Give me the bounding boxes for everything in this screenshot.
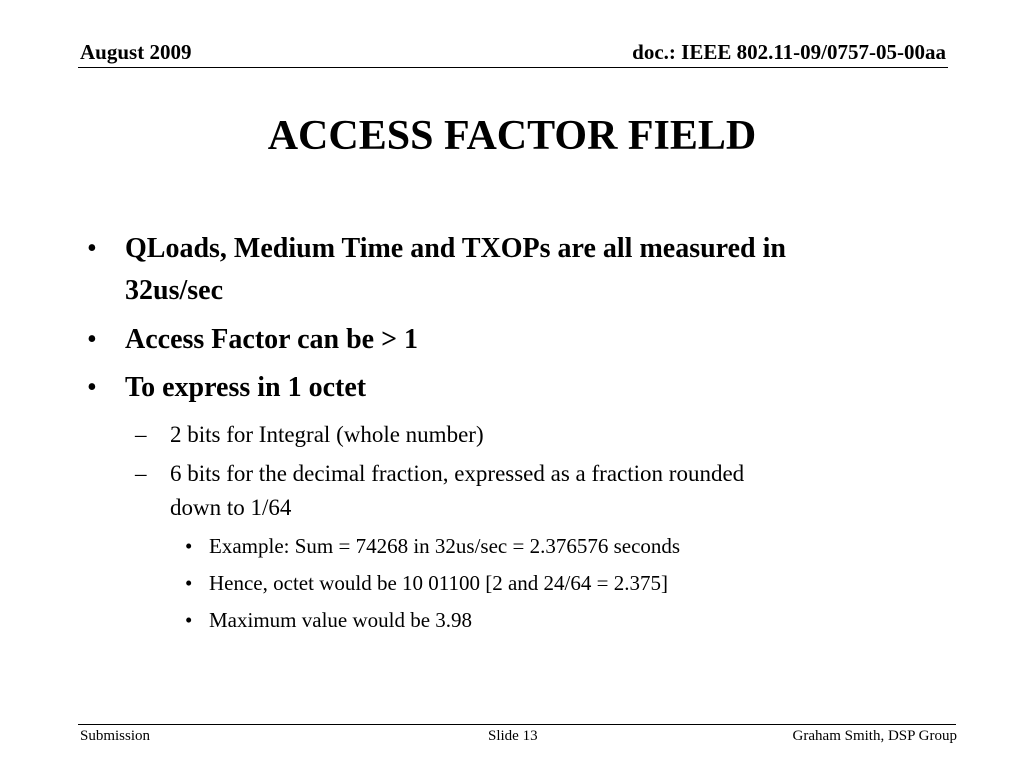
sub-sub-bullet-text: Hence, octet would be 10 01100 [2 and 24/64 = 2.375]: [209, 571, 668, 595]
bullet-item: [87, 228, 786, 270]
sub-sub-bullet-item: [185, 604, 473, 636]
slide-title: ACCESS FACTOR FIELD: [267, 113, 757, 159]
bullet-continuation: [125, 270, 223, 312]
sub-bullet-text: 6 bits for the decimal fraction, expressed as a fraction rounded: [170, 461, 745, 486]
sub-sub-bullet-item: [185, 567, 668, 599]
sub-bullet-text: 2 bits for Integral (whole number): [170, 422, 484, 447]
sub-bullet-text: down to 1/64: [170, 495, 292, 520]
bullet-marker: •: [185, 608, 193, 632]
sub-sub-bullet-text: Example: Sum = 74268 in 32us/sec = 2.376576 seconds: [209, 534, 681, 558]
bullet-marker: •: [87, 372, 97, 403]
bullet-text: 32us/sec: [125, 275, 223, 306]
bullet-item: [87, 367, 367, 409]
footer-author: Graham Smith, DSP Group: [792, 728, 957, 744]
sub-bullet-continuation: [170, 490, 291, 525]
sub-bullet-item: [135, 417, 484, 452]
bullet-item: [87, 319, 419, 361]
bullet-marker: •: [185, 571, 193, 595]
header-date: August 2009: [80, 40, 192, 64]
sub-sub-bullet-text: Maximum value would be 3.98: [209, 608, 473, 632]
footer-submission: Submission: [80, 728, 151, 744]
bullet-marker: •: [87, 233, 97, 264]
bullet-text: To express in 1 octet: [125, 372, 367, 403]
sub-sub-bullet-item: [185, 530, 681, 562]
dash-marker: –: [135, 422, 147, 447]
footer-slide-number: Slide 13: [488, 728, 538, 744]
bullet-text: QLoads, Medium Time and TXOPs are all measured in: [125, 233, 786, 264]
header-doc-id: doc.: IEEE 802.11-09/0757-05-00aa: [632, 40, 946, 64]
bullet-marker: •: [185, 534, 193, 558]
sub-bullet-item: [135, 456, 745, 491]
bullet-text: Access Factor can be > 1: [125, 324, 419, 355]
dash-marker: –: [135, 461, 147, 486]
footer-divider: [78, 724, 956, 725]
bullet-marker: •: [87, 324, 97, 355]
